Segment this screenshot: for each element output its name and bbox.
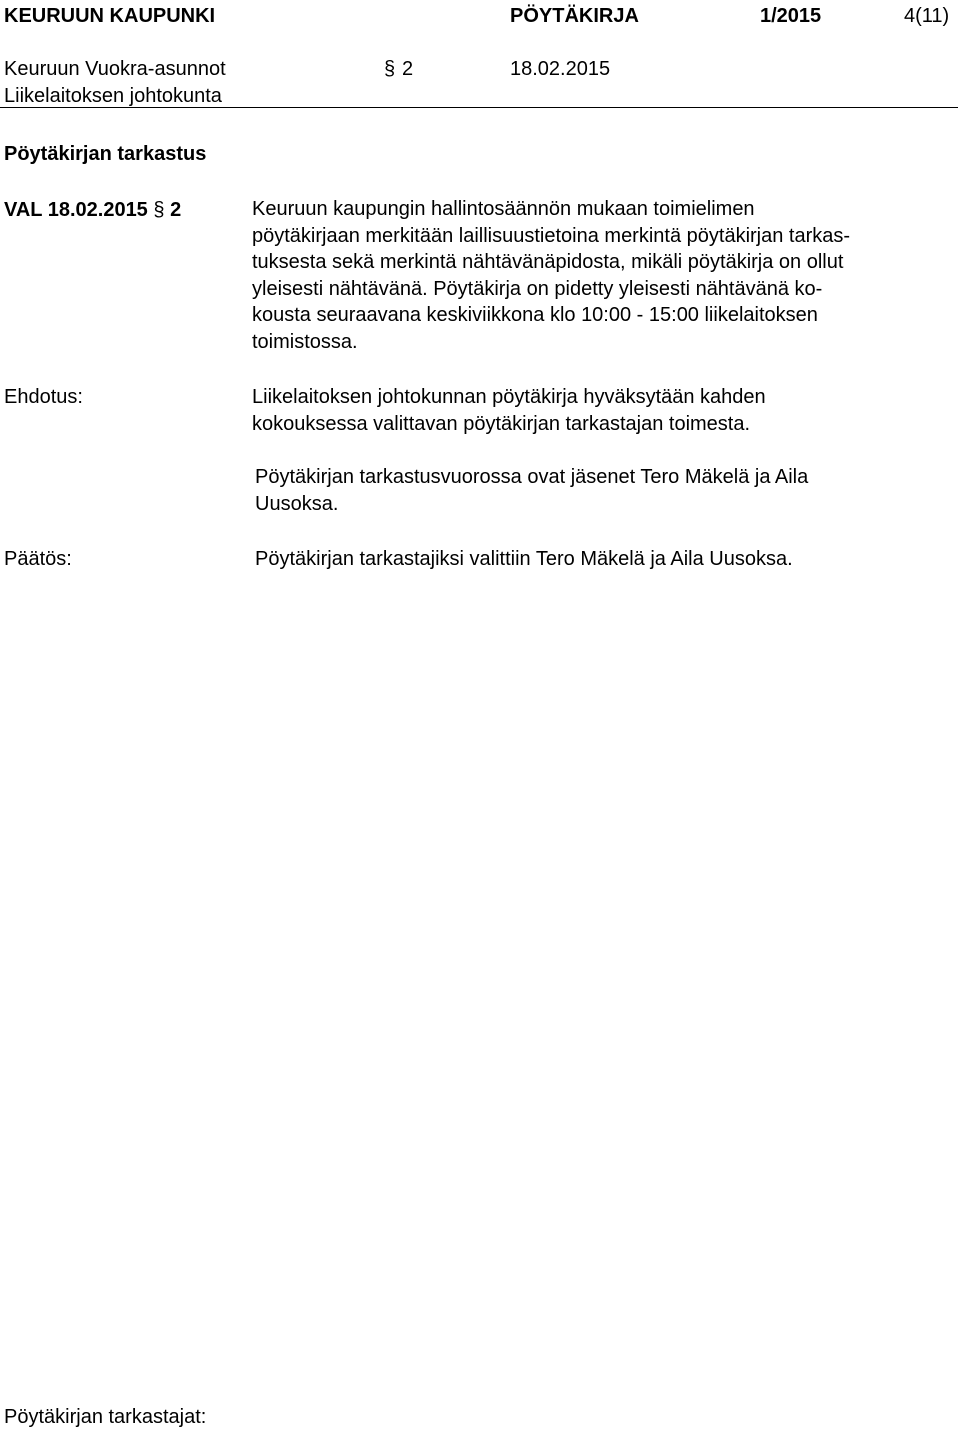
intro-line: Keuruun kaupungin hallintosäännön mukaan toimielimen [252, 198, 755, 220]
proposal-line: kokouksessa valittavan pöytäkirjan tarkastajan toimesta. [252, 412, 751, 435]
page-number: 4(11) [904, 5, 950, 27]
intro-paragraph [252, 196, 850, 355]
turn-line: Pöytäkirjan tarkastusvuorossa ovat jäsenet Tero Mäkelä ja Aila [255, 466, 809, 488]
turn-line: Uusoksa. [255, 492, 339, 515]
item-reference [4, 198, 181, 222]
document-number: 1/2015 [760, 5, 822, 27]
reference-section-symbol: § [153, 199, 165, 221]
section-symbol: § [384, 58, 396, 80]
decision-text: Pöytäkirjan tarkastajiksi valittiin Tero Mäkelä ja Aila Uusoksa. [255, 548, 793, 570]
proposal-label: Ehdotus: [4, 386, 83, 408]
reference-section-number: 2 [170, 199, 182, 221]
unit-name: Keuruun Vuokra-asunnot [4, 58, 226, 80]
section-number: 2 [402, 58, 414, 80]
intro-line: pöytäkirjaan merkitään laillisuustietoina merkintä pöytäkirjan tarkas- [252, 224, 851, 247]
intro-line: kousta seuraavana keskiviikkona klo 10:00 - 15:00 liikelaitoksen [252, 304, 818, 326]
proposal-paragraph [252, 384, 766, 437]
item-title: Pöytäkirjan tarkastus [4, 143, 207, 165]
reference-text: VAL 18.02.2015 [4, 199, 148, 221]
turn-paragraph [255, 464, 808, 517]
document-type: PÖYTÄKIRJA [510, 5, 639, 27]
intro-line: toimistossa. [252, 330, 358, 353]
reviewers-label: Pöytäkirjan tarkastajat: [4, 1406, 207, 1428]
org-name: KEURUUN KAUPUNKI [4, 5, 216, 27]
intro-line: tuksesta sekä merkintä nähtävänäpidosta, mikäli pöytäkirja on ollut [252, 251, 844, 273]
intro-line: yleisesti nähtävänä. Pöytäkirja on pidetty yleisesti nähtävänä ko- [252, 277, 823, 300]
header-divider [0, 107, 958, 108]
proposal-line: Liikelaitoksen johtokunnan pöytäkirja hyväksytään kahden [252, 386, 766, 408]
decision-label: Päätös: [4, 548, 72, 570]
body-name: Liikelaitoksen johtokunta [4, 85, 222, 107]
meeting-date: 18.02.2015 [510, 58, 611, 80]
